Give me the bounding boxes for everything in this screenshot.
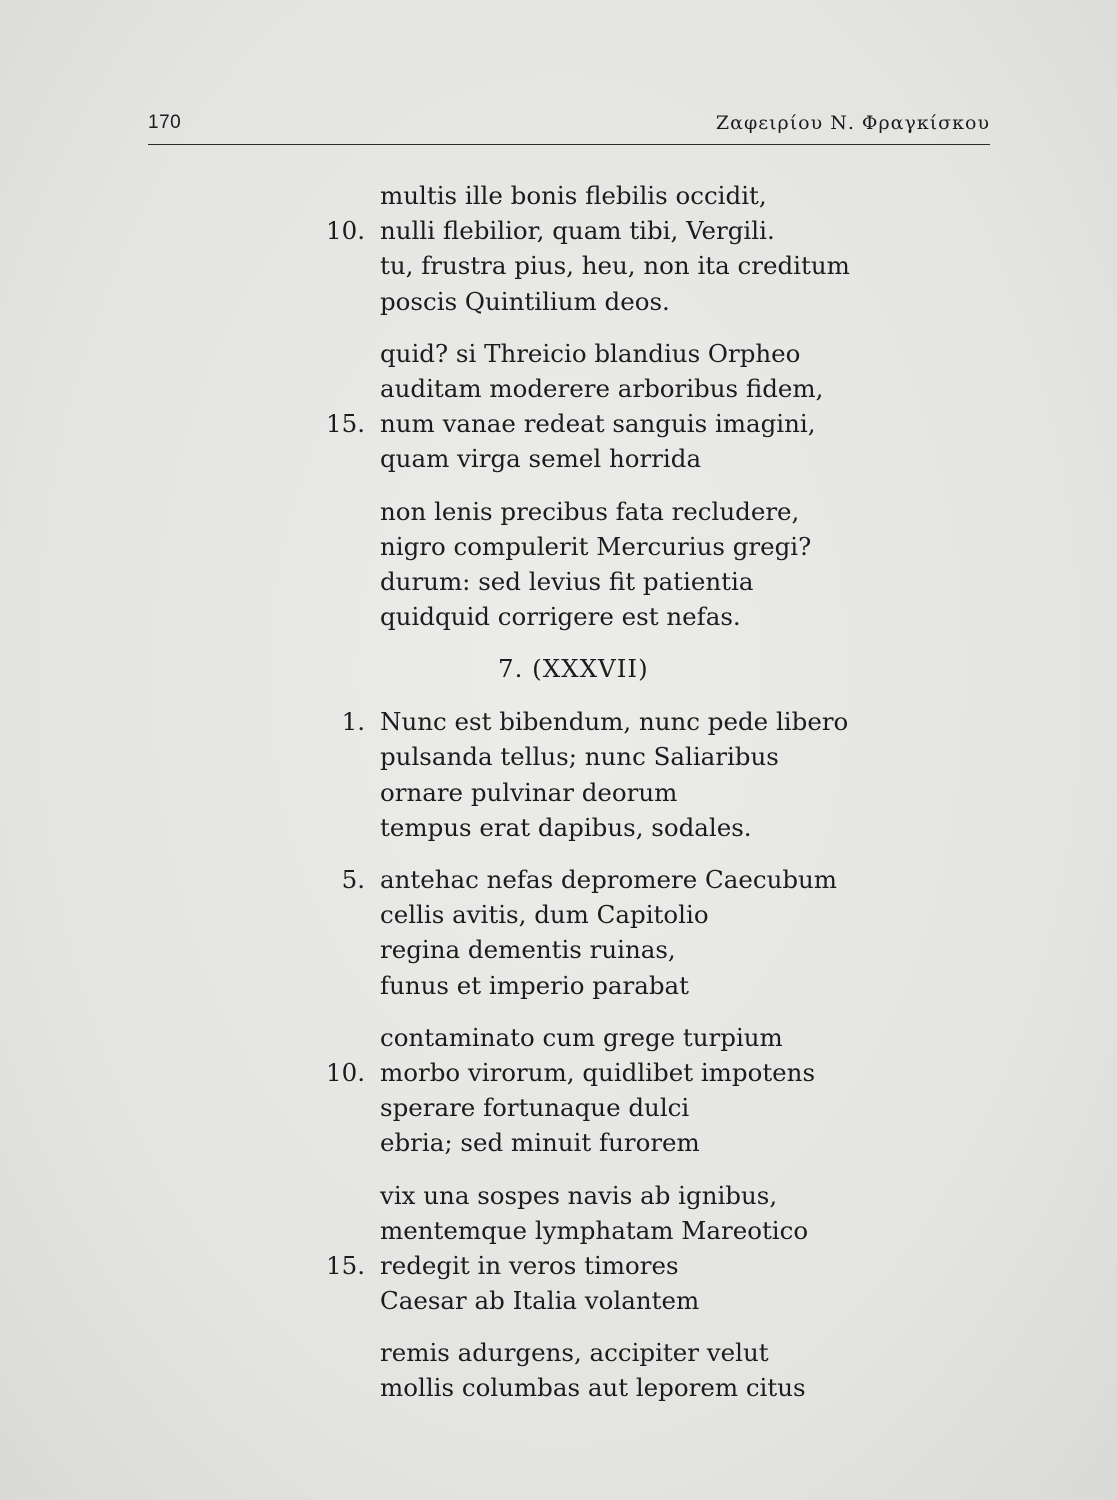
verse-text: quidquid corrigere est nefas. <box>380 602 741 632</box>
verse-text: funus et imperio parabat <box>380 970 689 1000</box>
verse-text: nigro compulerit Mercurius gregi? <box>380 531 812 561</box>
verse-line <box>0 897 1117 932</box>
verse-line <box>0 564 1117 599</box>
verse-line <box>0 213 1117 248</box>
verse-line <box>0 494 1117 529</box>
stanza <box>0 1178 1117 1319</box>
verse-text: morbo virorum, quidlibet impotens <box>380 1057 816 1087</box>
verse-line <box>0 739 1117 774</box>
line-number: 5. <box>341 865 365 894</box>
ode-heading-text: 7. (XXXVII) <box>498 654 649 684</box>
verse-line <box>0 1283 1117 1318</box>
verse-text: auditam moderere arboribus fidem, <box>380 373 824 403</box>
verse-line <box>0 862 1117 897</box>
verse-line <box>0 968 1117 1003</box>
verse-line <box>0 1335 1117 1370</box>
verse-text: quam virga semel horrida <box>380 444 702 474</box>
verse-line <box>0 775 1117 810</box>
verse-text: redegit in veros timores <box>380 1250 679 1280</box>
verse-text: ornare pulvinar deorum <box>380 777 678 807</box>
verse-line <box>0 1178 1117 1213</box>
verse-text: mollis columbas aut leporem citus <box>380 1373 806 1403</box>
verse-line <box>0 1055 1117 1090</box>
verse-text: nulli flebilior, quam tibi, Vergili. <box>380 216 775 246</box>
verse-text: regina dementis ruinas, <box>380 935 676 965</box>
verse-text: ebria; sed minuit furorem <box>380 1128 700 1158</box>
verse-line <box>0 371 1117 406</box>
stanza <box>0 494 1117 635</box>
verse-text: remis adurgens, accipiter velut <box>380 1338 769 1368</box>
verse-text: multis ille bonis flebilis occidit, <box>380 181 767 210</box>
page-header <box>148 112 990 148</box>
verse-line <box>0 1370 1117 1405</box>
verse-line <box>0 704 1117 739</box>
line-number: 1. <box>341 707 365 737</box>
poem-body <box>0 178 1117 1423</box>
stanza <box>0 336 1117 477</box>
page-number: 170 <box>148 112 182 133</box>
verse-line <box>0 284 1117 319</box>
verse-text: Nunc est bibendum, nunc pede libero <box>380 707 849 737</box>
line-number: 10. <box>326 216 365 246</box>
verse-line <box>0 441 1117 476</box>
line-number: 10. <box>326 1057 365 1087</box>
line-number: 15. <box>326 409 365 439</box>
verse-text: antehac nefas depromere Caecubum <box>380 865 838 894</box>
verse-text: Caesar ab Italia volantem <box>380 1286 700 1316</box>
verse-line <box>0 810 1117 845</box>
verse-line <box>0 529 1117 564</box>
verse-text: contaminato cum grege turpium <box>380 1022 783 1052</box>
verse-line <box>0 248 1117 283</box>
stanza <box>0 862 1117 1003</box>
verse-text: pulsanda tellus; nunc Saliaribus <box>380 742 779 772</box>
verse-line <box>0 1248 1117 1283</box>
verse-text: poscis Quintilium deos. <box>380 286 670 316</box>
verse-text: cellis avitis, dum Capitolio <box>380 900 709 930</box>
stanza <box>0 1335 1117 1405</box>
verse-text: durum: sed levius fit patientia <box>380 566 754 596</box>
verse-line <box>0 336 1117 371</box>
verse-text: tu, frustra pius, heu, non ita creditum <box>380 251 850 281</box>
verse-text: sperare fortunaque dulci <box>380 1093 690 1123</box>
ode-heading <box>0 649 1117 689</box>
stanza <box>0 704 1117 845</box>
verse-text: mentemque lymphatam Mareotico <box>380 1215 809 1245</box>
verse-text: num vanae redeat sanguis imagini, <box>380 409 816 439</box>
running-head: Ζαφειρίου Ν. Φραγκίσκου <box>715 112 990 134</box>
verse-text: vix una sospes navis ab ignibus, <box>380 1180 778 1210</box>
verse-line <box>0 932 1117 967</box>
verse-line <box>0 406 1117 441</box>
verse-line <box>0 1213 1117 1248</box>
verse-text: non lenis precibus fata recludere, <box>380 496 800 526</box>
line-number: 15. <box>326 1250 365 1280</box>
stanza <box>0 178 1117 319</box>
header-rule <box>148 144 990 145</box>
verse-line <box>0 1020 1117 1055</box>
stanza <box>0 1020 1117 1161</box>
verse-line <box>0 1090 1117 1125</box>
verse-text: quid? si Threicio blandius Orpheo <box>380 338 801 368</box>
verse-line <box>0 1125 1117 1160</box>
verse-line <box>0 178 1117 213</box>
verse-text: tempus erat dapibus, sodales. <box>380 812 752 842</box>
verse-line <box>0 599 1117 634</box>
